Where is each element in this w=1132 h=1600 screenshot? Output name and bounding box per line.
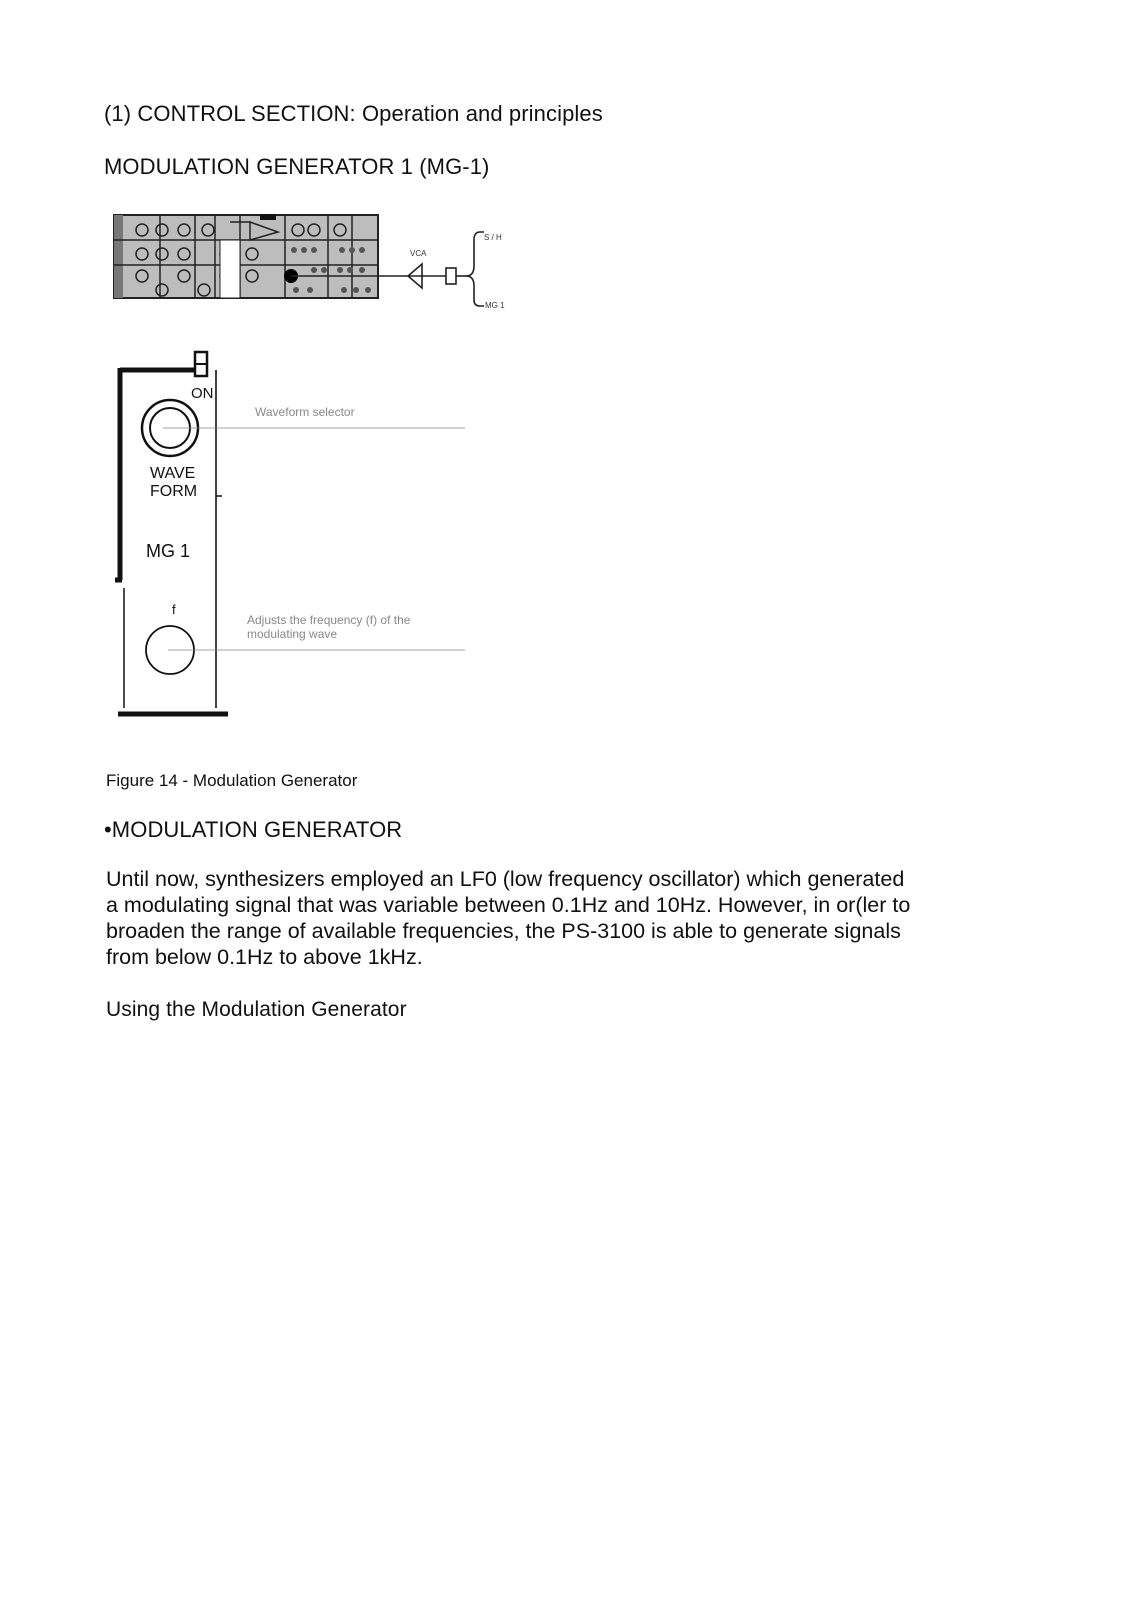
frequency-callout-line1: Adjusts the frequency (f) of the — [247, 613, 411, 627]
waveform-callout: Waveform selector — [255, 405, 355, 419]
bullet-heading: •MODULATION GENERATOR — [104, 817, 403, 842]
sub-section-title: Using the Modulation Generator — [106, 998, 407, 1021]
on-label: ON — [191, 385, 214, 402]
body-paragraph — [106, 866, 910, 970]
form-label: FORM — [150, 483, 198, 500]
frequency-callout-line2: modulating wave — [247, 627, 338, 641]
mg1-panel-figure — [110, 348, 500, 730]
frequency-symbol: f — [172, 602, 176, 617]
paragraph-line: broaden the range of available frequencies, the PS-3100 is able to generate signals — [106, 919, 901, 943]
module-subheading: MODULATION GENERATOR 1 (MG-1) — [104, 154, 490, 179]
module-label: MG 1 — [146, 541, 191, 561]
mg-signal-label: MG 1 — [485, 301, 505, 310]
paragraph-line: a modulating signal that was variable between 0.1Hz and 10Hz. However, in or(ler to — [106, 893, 911, 917]
synth-panel-figure — [100, 210, 520, 310]
paragraph-line: Until now, synthesizers employed an LF0 (low frequency oscillator) which generated — [106, 867, 905, 891]
paragraph-line: from below 0.1Hz to above 1kHz. — [106, 945, 423, 969]
section-heading: (1) CONTROL SECTION: Operation and principles — [104, 101, 603, 126]
wave-label: WAVE — [150, 465, 196, 482]
figure-caption: Figure 14 - Modulation Generator — [106, 771, 358, 790]
vca-label: VCA — [410, 249, 427, 258]
sh-label: S / H — [484, 233, 502, 242]
